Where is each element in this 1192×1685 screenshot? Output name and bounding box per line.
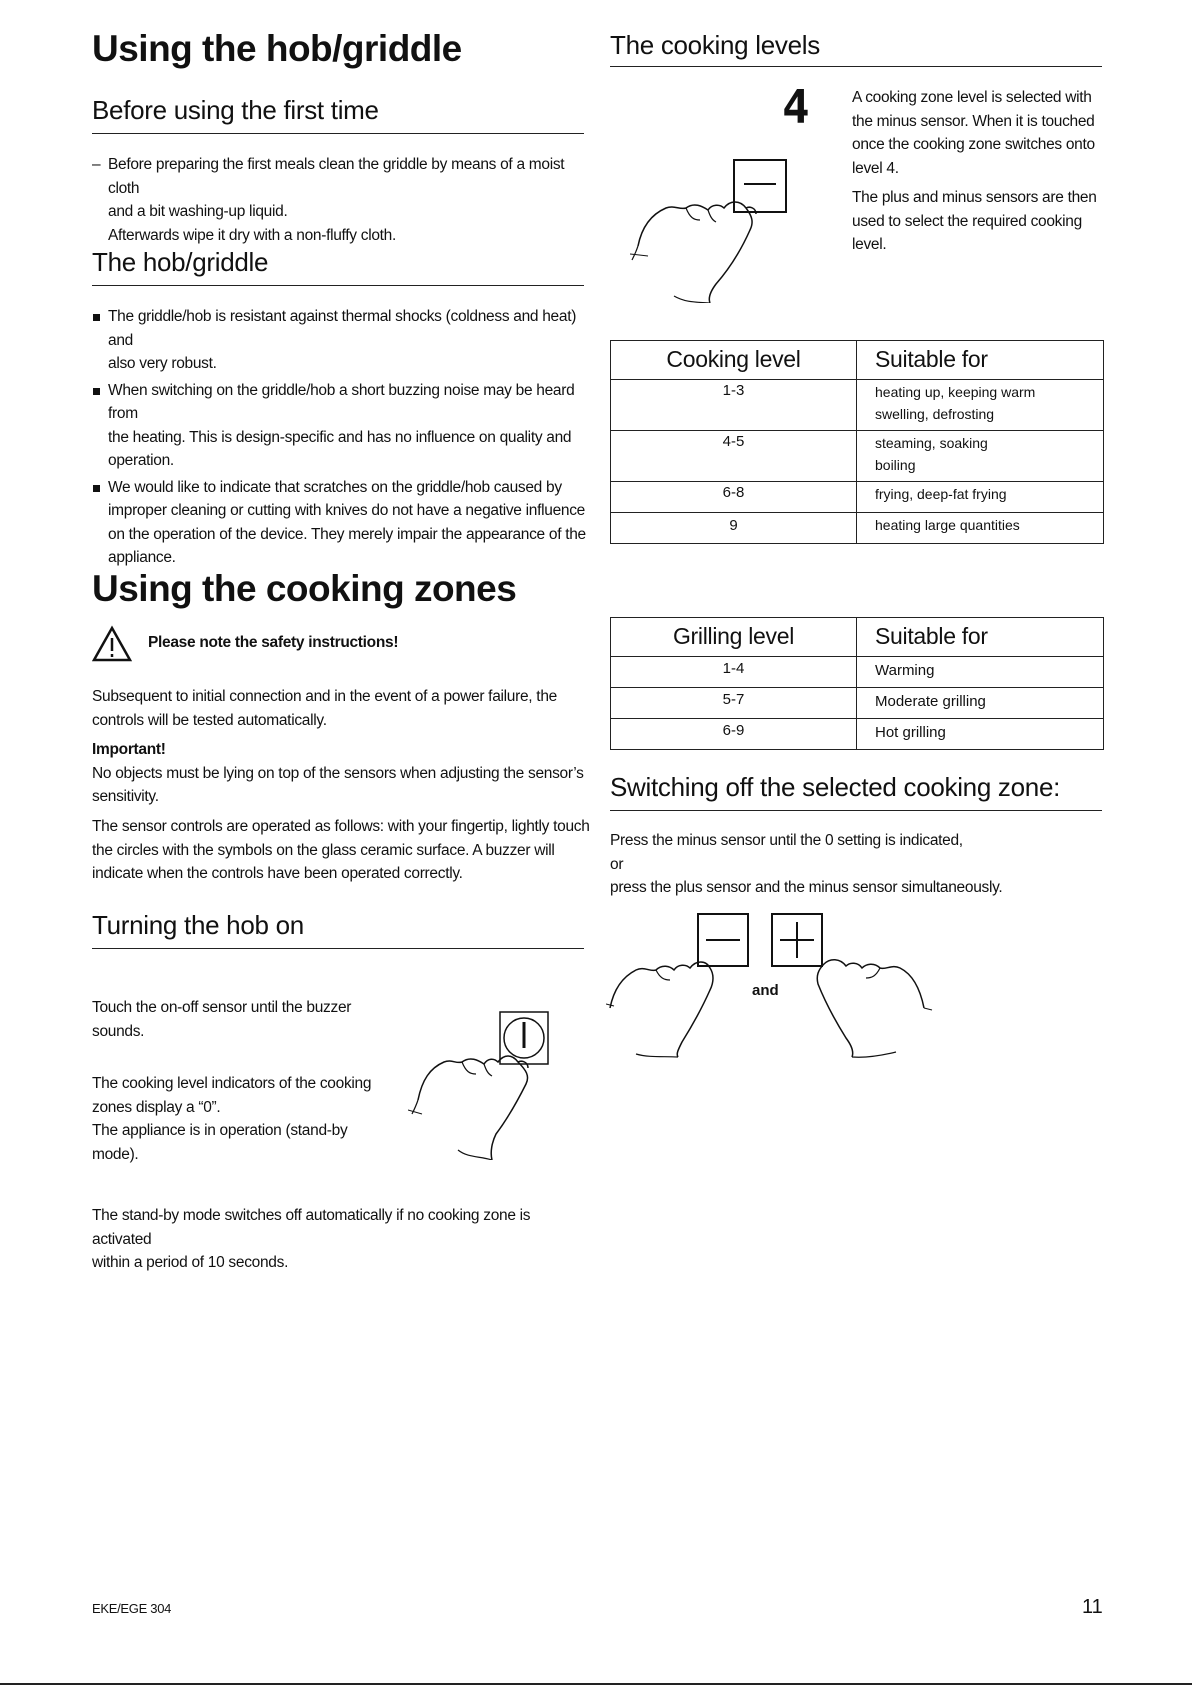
table-row xyxy=(611,431,1104,482)
warning-triangle-icon xyxy=(92,625,132,663)
column-header: Cooking level xyxy=(611,341,857,380)
before-first-use-heading: Before using the first time xyxy=(92,95,379,125)
level-cell: 1-4 xyxy=(611,657,857,688)
grilling-level-table xyxy=(610,617,1104,750)
heading-rule xyxy=(610,810,1102,811)
first-use-line: – Before preparing the first meals clean the griddle by means of a moist cloth xyxy=(92,153,592,200)
levels-paragraph-2: The plus and minus sensors are then used to select the required cooking level. xyxy=(852,189,1097,253)
turning-on-heading: Turning the hob on xyxy=(92,910,304,940)
cooking-level-table xyxy=(610,340,1104,544)
bullet-item: When switching on the griddle/hob a short buzzing noise may be heard from the heating. This is design-specific and has no influence on quality and operation. xyxy=(92,379,592,473)
table-row xyxy=(611,380,1104,431)
table-header-row xyxy=(611,341,1104,380)
table-row xyxy=(611,513,1104,544)
first-use-line: Afterwards wipe it dry with a non-fluffy cloth. xyxy=(108,226,396,244)
first-use-instructions xyxy=(92,153,592,247)
level-cell: 6-9 xyxy=(611,719,857,750)
levels-paragraph-1: A cooking zone level is selected with the minus sensor. When it is touched once the cooking zone switches onto level 4. xyxy=(852,89,1095,177)
use-cell: Hot grilling xyxy=(857,719,1104,750)
minus-sensor-hand-illustration xyxy=(630,158,790,303)
sensor-paragraph: The sensor controls are operated as follows: with your fingertip, lightly touch the circles with the symbols on the glass ceramic surface. A buzzer will indicate when the controls have been operated correctly. xyxy=(92,818,590,882)
and-label: and xyxy=(752,982,779,999)
level-cell: 5-7 xyxy=(611,688,857,719)
use-cell: frying, deep-fat frying xyxy=(857,482,1104,513)
bullet-item: We would like to indicate that scratches on the griddle/hob caused by improper cleaning or cutting with knives do not have a negative influence on the operation of the device. They merely impair the appearance of the appliance. xyxy=(92,476,592,570)
use-cell: steaming, soaking boiling xyxy=(857,431,1104,482)
switching-off-paragraph: Press the minus sensor until the 0 setting is indicated, or press the plus sensor and the minus sensor simultaneously. xyxy=(610,832,1003,896)
use-cell: Warming xyxy=(857,657,1104,688)
table-header-row xyxy=(611,618,1104,657)
important-paragraph: Important! No objects must be lying on top of the sensors when adjusting the sensor’s sensitivity. xyxy=(92,738,592,809)
turn-on-instruction: Touch the on-off sensor until the buzzer sounds. xyxy=(92,999,352,1040)
table-row xyxy=(611,688,1104,719)
table-row xyxy=(611,719,1104,750)
table-row xyxy=(611,657,1104,688)
cooking-zones-title: Using the cooking zones xyxy=(92,568,517,609)
column-header: Grilling level xyxy=(611,618,857,657)
safety-note: Please note the safety instructions! xyxy=(148,634,399,651)
page-number: 11 xyxy=(1082,1596,1103,1618)
hob-griddle-bullets xyxy=(92,305,592,570)
hob-griddle-heading: The hob/griddle xyxy=(92,247,269,277)
model-number: EKE/EGE 304 xyxy=(92,1601,172,1616)
table-row xyxy=(611,482,1104,513)
level-display-digit: 4 xyxy=(782,80,810,134)
on-off-sensor-hand-illustration xyxy=(408,1010,558,1160)
use-cell: heating large quantities xyxy=(857,513,1104,544)
column-header: Suitable for xyxy=(857,341,1104,380)
level-cell: 1-3 xyxy=(611,380,857,431)
cooking-levels-heading: The cooking levels xyxy=(610,30,820,60)
heading-rule xyxy=(92,133,584,134)
intro-paragraph: Subsequent to initial connection and in the event of a power failure, the controls will be tested automatically. xyxy=(92,688,557,729)
heading-rule xyxy=(92,948,584,949)
standby-paragraph: The stand-by mode switches off automatically if no cooking zone is activated within a period of 10 seconds. xyxy=(92,1207,531,1271)
first-use-line: and a bit washing-up liquid. xyxy=(108,203,288,220)
switching-off-heading: Switching off the selected cooking zone: xyxy=(610,772,1061,802)
hob-griddle-title: Using the hob/griddle xyxy=(92,28,462,69)
use-cell: Moderate grilling xyxy=(857,688,1104,719)
heading-rule xyxy=(92,285,584,286)
bullet-item: The griddle/hob is resistant against thermal shocks (coldness and heat) and also very robust. xyxy=(92,305,592,376)
heading-rule xyxy=(610,66,1102,67)
use-cell: heating up, keeping warm swelling, defrosting xyxy=(857,380,1104,431)
level-cell: 9 xyxy=(611,513,857,544)
level-cell: 6-8 xyxy=(611,482,857,513)
turn-on-status: The cooking level indicators of the cooking zones display a “0”. The appliance is in operation (stand-by mode). xyxy=(92,1075,372,1163)
important-label: Important! xyxy=(92,741,166,758)
level-cell: 4-5 xyxy=(611,431,857,482)
column-header: Suitable for xyxy=(857,618,1104,657)
